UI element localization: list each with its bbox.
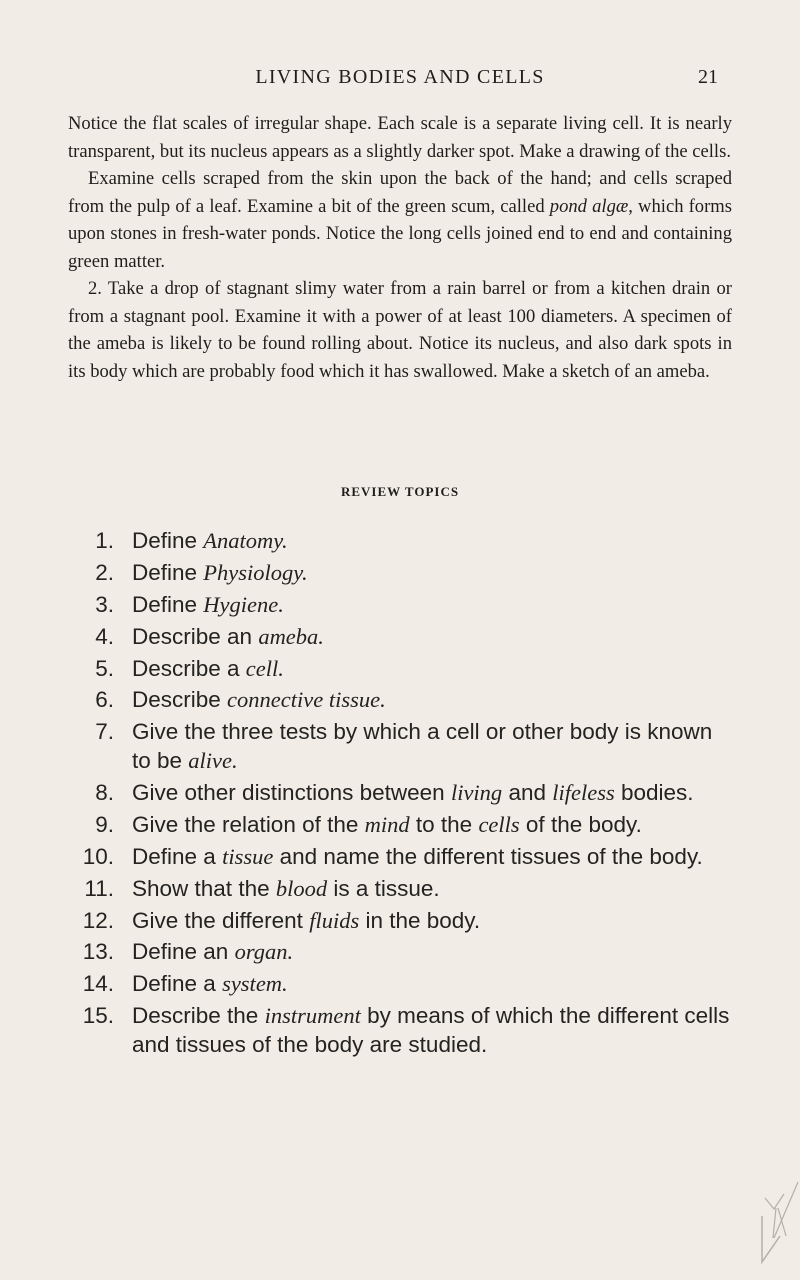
item-text	[132, 907, 736, 936]
item-text-part: Describe the	[132, 1003, 265, 1029]
emphasized-term: fluids	[309, 907, 360, 933]
item-text	[132, 843, 736, 872]
item-text	[132, 779, 736, 808]
item-text	[132, 938, 736, 967]
paragraph-text: Notice the flat scales of irregular shape. Each scale is a separate living cell. It is nearly transparent, but its nucleus appears as a slightly darker spot. Make a drawing of the cells.	[68, 113, 732, 162]
review-item	[76, 718, 736, 776]
emphasized-term: tissue	[222, 843, 274, 869]
item-text-part: and	[502, 780, 553, 806]
item-text-part: Give other distinctions between	[132, 780, 451, 806]
item-text-part: of the body.	[519, 811, 642, 837]
review-item	[76, 623, 736, 652]
running-title: LIVING BODIES AND CELLS	[255, 66, 545, 88]
emphasized-term: pond algæ	[549, 195, 629, 217]
item-text-part: and name the different tissues of the body.	[273, 843, 703, 869]
emphasized-term: blood	[275, 875, 328, 901]
paragraph-text: 2. Take a drop of stagnant slimy water from a rain barrel or from a kitchen drain or from a stagnant pool. Examine it with a power of at least 100 diameters. A specimen of the ameba is likely to be found rolling about. Notice its nucleus, and also dark spots in its body which are probably food which it has swallowed. Make a sketch of an ameba.	[68, 278, 732, 382]
emphasized-term: Physiology.	[203, 559, 308, 585]
item-text-part: Define	[132, 591, 204, 617]
emphasized-term: lifeless	[552, 780, 615, 806]
review-item	[76, 779, 736, 808]
item-text-part: is a tissue.	[327, 875, 440, 901]
emphasized-term: living	[450, 780, 503, 806]
paragraph	[68, 165, 732, 275]
review-heading: REVIEW TOPICS	[340, 484, 460, 499]
running-head	[0, 62, 800, 92]
item-text	[132, 970, 736, 999]
item-number: 4.	[95, 623, 114, 649]
review-item	[76, 527, 736, 556]
review-item	[76, 655, 736, 684]
item-text-part: in the body.	[359, 907, 481, 933]
item-text-part: bodies.	[614, 780, 694, 806]
item-number: 13.	[82, 939, 114, 965]
item-text	[132, 527, 736, 556]
item-text-part: Define	[132, 559, 204, 585]
item-text	[132, 718, 736, 776]
item-text	[132, 1002, 736, 1060]
item-text	[132, 559, 736, 588]
review-item	[76, 559, 736, 588]
item-text-part: to the	[409, 811, 479, 837]
item-text	[132, 623, 736, 652]
item-number: 15.	[82, 1003, 114, 1029]
item-number: 12.	[82, 907, 114, 933]
paragraph-text: Examine cells scraped from the skin upon the back of the hand; and cells scraped from the pulp of a leaf. Examine a bit of the green scum, called	[68, 168, 732, 217]
item-number: 1.	[95, 528, 114, 553]
item-text	[132, 875, 736, 904]
review-list	[76, 527, 736, 1063]
item-text	[132, 591, 736, 620]
item-number: 5.	[95, 655, 114, 681]
emphasized-term: system.	[222, 971, 288, 997]
item-text-part: Define an	[132, 939, 235, 965]
review-item	[76, 875, 736, 904]
item-text-part: Describe	[132, 687, 228, 713]
emphasized-term: connective tissue.	[227, 687, 386, 713]
review-item	[76, 970, 736, 999]
item-text-part: Show that the	[132, 875, 276, 901]
item-number: 2.	[95, 559, 114, 585]
review-item	[76, 843, 736, 872]
emphasized-term: cells	[478, 811, 520, 837]
emphasized-term: cell.	[245, 655, 284, 681]
item-text	[132, 811, 736, 840]
item-text	[132, 655, 736, 684]
emphasized-term: instrument	[264, 1003, 361, 1029]
page-number: 21	[698, 66, 718, 88]
review-item	[76, 1002, 736, 1060]
pencil-mark-icon	[740, 1178, 800, 1266]
emphasized-term: mind	[364, 811, 410, 837]
pencil-mark	[740, 1178, 800, 1266]
emphasized-term: ameba.	[258, 623, 324, 649]
emphasized-term: Anatomy.	[203, 528, 288, 553]
item-text-part: Give the different	[132, 907, 310, 933]
item-text-part: Define a	[132, 971, 223, 997]
review-item	[76, 907, 736, 936]
item-text-part: Define a	[132, 843, 223, 869]
item-text-part: Give the relation of the	[132, 811, 365, 837]
item-number: 9.	[95, 811, 114, 837]
item-text-part: Give the three tests by which a cell or other body is known to be	[132, 719, 713, 774]
paragraph	[68, 275, 732, 385]
emphasized-term: alive.	[188, 748, 238, 774]
emphasized-term: Hygiene.	[203, 591, 284, 617]
item-number: 7.	[95, 719, 114, 745]
body-text	[68, 110, 732, 385]
paragraph	[68, 110, 732, 165]
item-number: 11.	[84, 875, 114, 901]
item-text-part: Describe a	[132, 655, 246, 681]
emphasized-term: organ.	[234, 939, 294, 965]
review-item	[76, 591, 736, 620]
item-number: 6.	[95, 687, 114, 713]
item-number: 14.	[82, 971, 114, 997]
item-number: 3.	[95, 591, 114, 617]
item-number: 10.	[82, 843, 114, 869]
review-item	[76, 811, 736, 840]
item-text-part: Describe an	[132, 623, 259, 649]
review-item	[76, 686, 736, 715]
review-item	[76, 938, 736, 967]
item-number: 8.	[95, 780, 114, 806]
item-text	[132, 686, 736, 715]
item-text-part: by means of which the different cells and tissues of the body are studied.	[132, 1003, 730, 1058]
item-text-part: Define	[132, 528, 204, 553]
paragraph-text: , which forms upon stones in fresh-water ponds. Notice the long cells joined end to end and containing green matter.	[68, 195, 732, 272]
